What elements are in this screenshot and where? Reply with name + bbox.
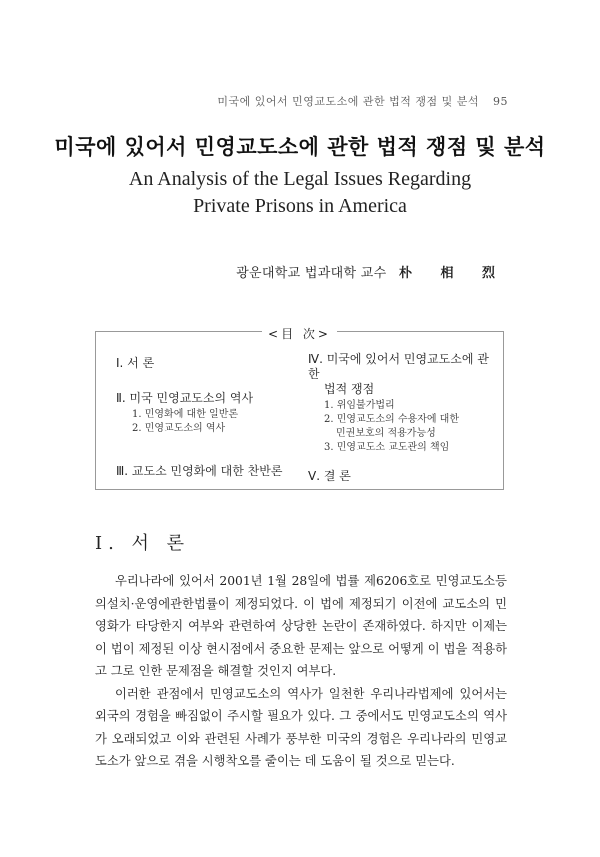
title-korean: 미국에 있어서 민영교도소에 관한 법적 쟁점 및 분석 (54, 135, 546, 159)
running-head (217, 93, 508, 109)
toc-sub-4-3: 3. 민영교도소 교도관의 책임 (324, 442, 450, 453)
title-english-line2: Private Prisons in America (193, 195, 407, 217)
author-line (236, 262, 507, 281)
toc-heading-wrap (96, 323, 503, 342)
paragraph-1: 우리나라에 있어서 2001년 1월 28일에 법률 제6206호로 민영교도소등의설치·운영에관한법률이 제정되었다. 이 법에 제정되기 이전에 교도소의 민영화가 타당한지 여부와 관련하여 상당한 논란이 존재하였다. 하지만 이제는 이 법이 제정된 이상 현시점에서 중요한 문제는 앞으로 어떻게 이 법을 적용하고 그로 인한 문제점을 해결할 것인지 여부다. (95, 574, 507, 678)
toc-sub-4-2a: 2. 민영교도소의 수용자에 대한 (324, 414, 459, 425)
toc-entry-4-line2: 법적 쟁점 (324, 382, 375, 396)
toc-sub-4-2b: 민권보호의 적용가능성 (336, 428, 436, 439)
toc-entry-2: Ⅱ. 미국 민영교도소의 역사 (116, 391, 254, 405)
author-name: 朴 相 烈 (398, 266, 507, 281)
body-text (95, 570, 507, 773)
toc-left-column (116, 352, 296, 479)
toc-entry-3: Ⅲ. 교도소 민영화에 대한 찬반론 (116, 464, 283, 478)
toc-sub-2-1: 1. 민영화에 대한 일반론 (132, 409, 239, 420)
paragraph-2: 이러한 관점에서 민영교도소의 역사가 일천한 우리나라법제에 있어서는 외국의 경험을 빠짐없이 주시할 필요가 있다. 그 중에서도 민영교도소의 역사가 오래되었고 이와 관련된 사례가 풍부한 미국의 경험은 우리나라의 민영교도소가 앞으로 겪을 시행착오를 줄이는 데 도움이 될 것으로 믿는다. (95, 686, 507, 768)
table-of-contents (95, 327, 504, 490)
toc-entry-5: Ⅴ. 결 론 (308, 469, 351, 483)
running-title: 미국에 있어서 민영교도소에 관한 법적 쟁점 및 분석 (217, 95, 479, 108)
toc-entry-1: Ⅰ. 서 론 (116, 356, 155, 370)
title-english-line1: An Analysis of the Legal Issues Regarding (128, 168, 472, 190)
toc-sub-4-1: 1. 위임불가법리 (324, 400, 395, 411)
toc-entry-4-line1: Ⅳ. 미국에 있어서 민영교도소에 관한 (308, 352, 489, 381)
toc-sub-2-2: 2. 민영교도소의 역사 (132, 423, 226, 434)
section-heading: Ⅰ. 서 론 (95, 533, 191, 554)
author-affiliation: 광운대학교 법과대학 교수 (236, 266, 387, 281)
page-number: 95 (493, 95, 508, 108)
title-english (0, 166, 600, 220)
toc-heading: <目 次> (262, 327, 337, 341)
toc-right-column (308, 352, 498, 484)
